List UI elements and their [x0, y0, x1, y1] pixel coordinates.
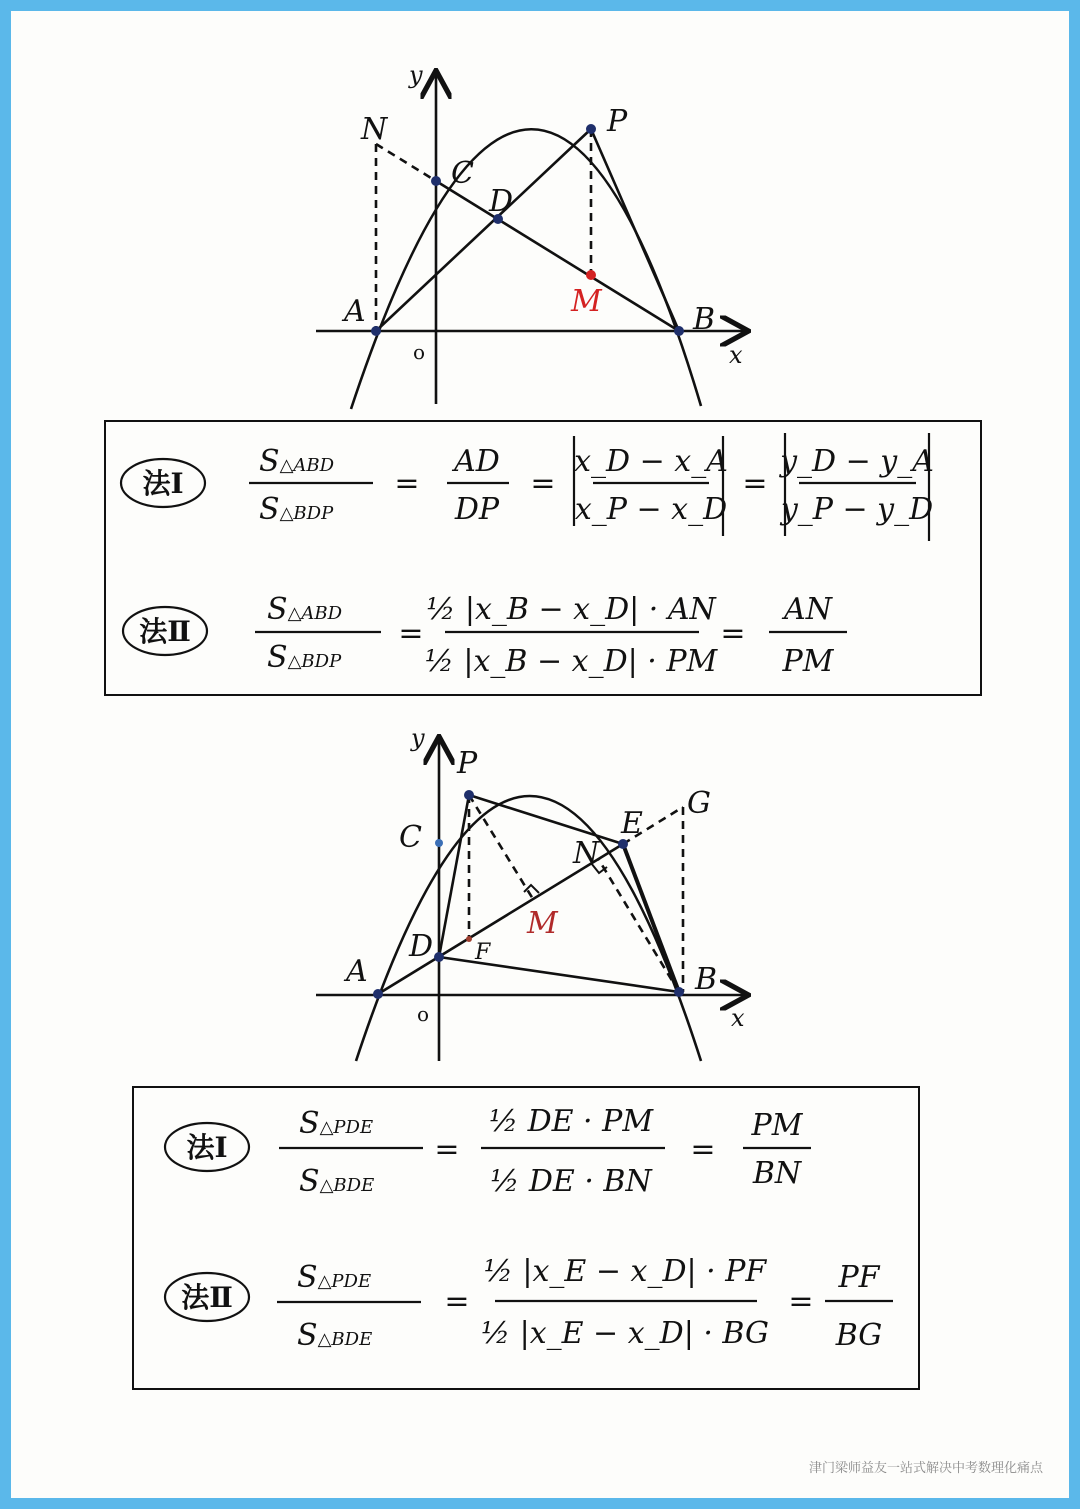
segment-AP	[376, 129, 591, 331]
label-N: N	[361, 112, 388, 147]
method-label-1b: 法Ⅱ	[139, 615, 191, 648]
equals: =	[788, 1284, 814, 1319]
figure-1-labels	[341, 61, 743, 369]
label-B: B	[693, 302, 716, 337]
math-sheet	[11, 11, 1069, 1498]
mid-num: ½ |x_E − x_D| · PF	[483, 1254, 767, 1289]
area-den: S△BDP	[267, 640, 342, 675]
point-P	[586, 124, 596, 134]
mid-num: ½ |x_B − x_D| · AN	[426, 592, 716, 627]
equals: =	[398, 616, 424, 651]
method-label-2a: 法Ⅰ	[186, 1131, 228, 1164]
point-D2	[434, 952, 444, 962]
point-C	[431, 176, 441, 186]
mid-den: ½ |x_B − x_D| · PM	[424, 644, 718, 679]
page	[11, 11, 1069, 1498]
origin-label-2: o	[417, 1002, 430, 1026]
area-den: S△BDE	[299, 1164, 375, 1199]
equals: =	[394, 466, 420, 501]
area-num: S△PDE	[299, 1106, 374, 1141]
y-axis-label-2: y	[411, 724, 425, 752]
x-diff-num: x_D − x_A	[574, 444, 728, 479]
watermark: 津门梁师益友一站式解决中考数理化痛点	[808, 1461, 1043, 1476]
point-P2	[464, 790, 474, 800]
equals: =	[530, 466, 556, 501]
method-label-2b: 法Ⅱ	[181, 1281, 233, 1314]
mid-num: ½ DE · PM	[488, 1104, 654, 1139]
parabola-1	[351, 129, 701, 409]
point-C2	[435, 839, 443, 847]
result-den: PM	[782, 644, 834, 679]
area-num: S△ABD	[267, 592, 343, 627]
equals: =	[742, 466, 768, 501]
segment-NC	[376, 144, 436, 181]
y-diff-den: y_P − y_D	[780, 492, 934, 527]
result-num: PM	[751, 1108, 803, 1143]
label-D2: D	[409, 929, 434, 964]
segment-PB	[591, 129, 679, 331]
method-label-1a: 法Ⅰ	[142, 467, 184, 500]
point-A	[371, 326, 381, 336]
label-P: P	[607, 104, 628, 139]
label-F2: F	[475, 940, 491, 965]
point-A2	[373, 989, 383, 999]
label-E2: E	[621, 806, 643, 841]
label-A: A	[344, 294, 366, 329]
box1-row-1	[121, 433, 934, 541]
point-B	[674, 326, 684, 336]
result-den: BN	[752, 1156, 802, 1191]
segment-BN	[599, 860, 679, 992]
equals: =	[434, 1132, 460, 1167]
result-den: BG	[835, 1318, 883, 1353]
label-B2: B	[695, 962, 718, 997]
x-diff-den: x_P − x_D	[574, 492, 728, 527]
segment-PE	[469, 795, 623, 844]
area-num: S△PDE	[297, 1260, 372, 1295]
box1-row-2	[123, 592, 847, 679]
segment-EB	[623, 844, 679, 992]
area-den: S△BDE	[297, 1318, 373, 1353]
x-axis-label-2: x	[731, 1004, 745, 1032]
mid-den: ½ DE · BN	[490, 1164, 652, 1199]
ratio-num: AD	[454, 444, 500, 479]
right-angle-M	[524, 885, 539, 893]
y-axis-label-1: y	[409, 61, 423, 89]
result-num: AN	[784, 592, 832, 627]
point-B2	[674, 987, 684, 997]
ratio-den: DP	[454, 492, 500, 527]
y-diff-num: y_D − y_A	[780, 444, 934, 479]
label-D: D	[489, 184, 514, 219]
equals: =	[444, 1284, 470, 1319]
label-N2: N	[573, 836, 600, 871]
segment-CB	[436, 181, 679, 331]
label-P2: P	[457, 746, 478, 781]
x-axis-label-1: x	[729, 341, 743, 369]
figure-2	[316, 739, 746, 1061]
equals: =	[690, 1132, 716, 1167]
origin-label-1: o	[413, 340, 426, 364]
box2-row-2	[165, 1254, 893, 1353]
label-C2: C	[399, 820, 422, 855]
label-G2: G	[687, 786, 711, 821]
segment-PM	[469, 795, 533, 899]
label-A2: A	[346, 954, 368, 989]
label-M: M	[571, 284, 602, 319]
result-num: PF	[838, 1260, 880, 1295]
label-C: C	[451, 156, 474, 191]
point-M	[586, 270, 596, 280]
mid-den: ½ |x_E − x_D| · BG	[480, 1316, 770, 1351]
box2-row-1	[165, 1104, 811, 1199]
point-F2	[466, 936, 472, 942]
segment-PD	[439, 795, 469, 957]
label-M2: M	[527, 906, 558, 941]
figure-2-labels	[343, 724, 745, 1032]
area-num: S△ABD	[259, 444, 335, 479]
equals: =	[720, 616, 746, 651]
area-den: S△BDP	[259, 492, 334, 527]
